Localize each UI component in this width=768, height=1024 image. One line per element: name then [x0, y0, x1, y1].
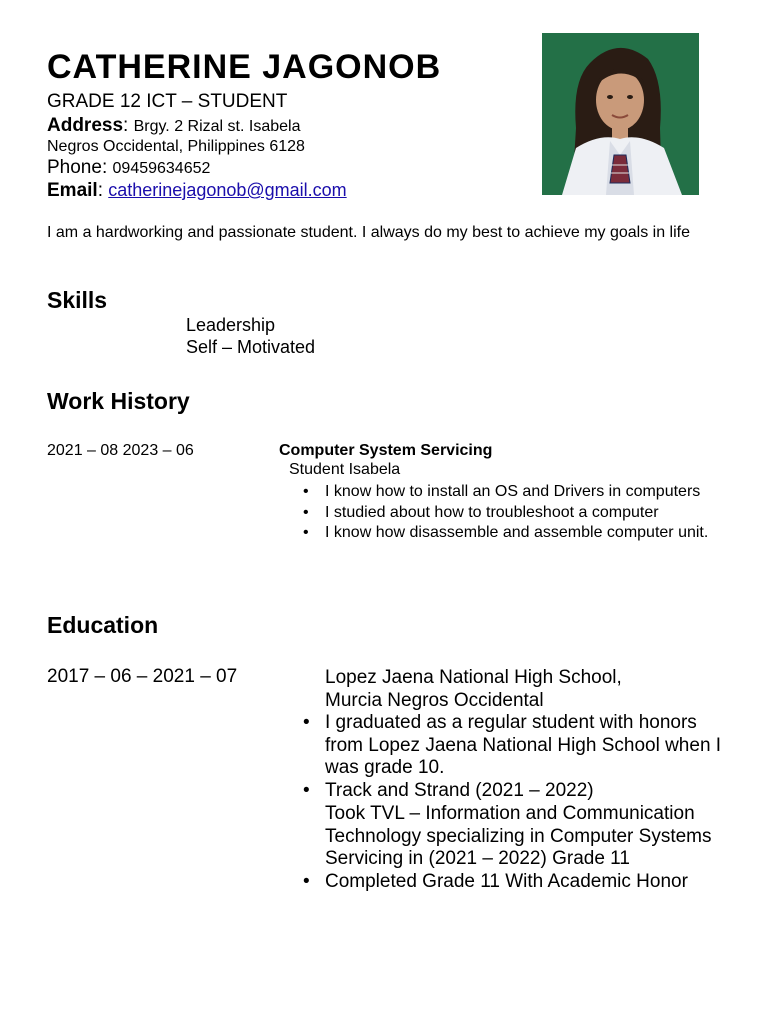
skill-item: Self – Motivated [186, 337, 316, 357]
grade-title: GRADE 12 ICT – STUDENT [47, 91, 288, 112]
address-line-2: Negros Occidental, Philippines 6128 [47, 138, 305, 155]
school-location: Murcia Negros Occidental [325, 690, 544, 711]
school-name: Lopez Jaena National High School, [325, 667, 622, 688]
list-item: • Completed Grade 11 With Academic Honor [325, 871, 725, 894]
full-name: CATHERINE JAGONOB [47, 48, 442, 86]
email-link[interactable]: catherinejagonob@gmail.com [108, 180, 347, 200]
education-heading: Education [47, 612, 159, 638]
address-label: Address [47, 115, 124, 136]
work-history-heading: Work History [47, 388, 190, 414]
skills-heading: Skills [47, 287, 108, 313]
education-school [325, 666, 622, 712]
work-organization: Student Isabela [289, 461, 401, 478]
summary-text: I am a hardworking and passionate student. I always do my best to achieve my goals in life [47, 224, 691, 241]
list-item: • I know how disassemble and assemble computer unit. [325, 523, 730, 544]
list-item: • I graduated as a regular student with honors from Lopez Jaena National High School when I was grade 10. [325, 712, 725, 780]
list-item [325, 780, 725, 871]
work-date-range: 2021 – 08 2023 – 06 [47, 442, 194, 459]
email-line: Email: catherinejagonob@gmail.com [47, 180, 347, 201]
profile-photo [542, 33, 699, 195]
list-item: • I know how to install an OS and Drivers in computers [325, 482, 730, 503]
skills-list [186, 314, 315, 358]
education-date-range: 2017 – 06 – 2021 – 07 [47, 666, 238, 687]
phone-line: Phone: 09459634652 [47, 157, 211, 178]
list-item: • I studied about how to troubleshoot a computer [325, 503, 730, 524]
list-item-detail: Took TVL – Information and Communication Technology specializing in Computer Systems Servicing in (2021 – 2022) Grade 11 [325, 802, 712, 870]
education-bullets [325, 712, 725, 894]
work-role: Computer System Servicing [279, 442, 493, 459]
phone-label: Phone [47, 157, 102, 178]
list-item-heading: • Track and Strand (2021 – 2022) [325, 780, 594, 802]
work-bullets [325, 482, 730, 544]
address-line-1: Address: Brgy. 2 Rizal st. Isabela [47, 115, 301, 136]
skill-item: Leadership [186, 315, 276, 335]
email-label: Email [47, 180, 98, 201]
portrait-illustration [542, 33, 699, 195]
phone-value: 09459634652 [112, 160, 211, 177]
address-value: Brgy. 2 Rizal st. Isabela [133, 118, 301, 135]
